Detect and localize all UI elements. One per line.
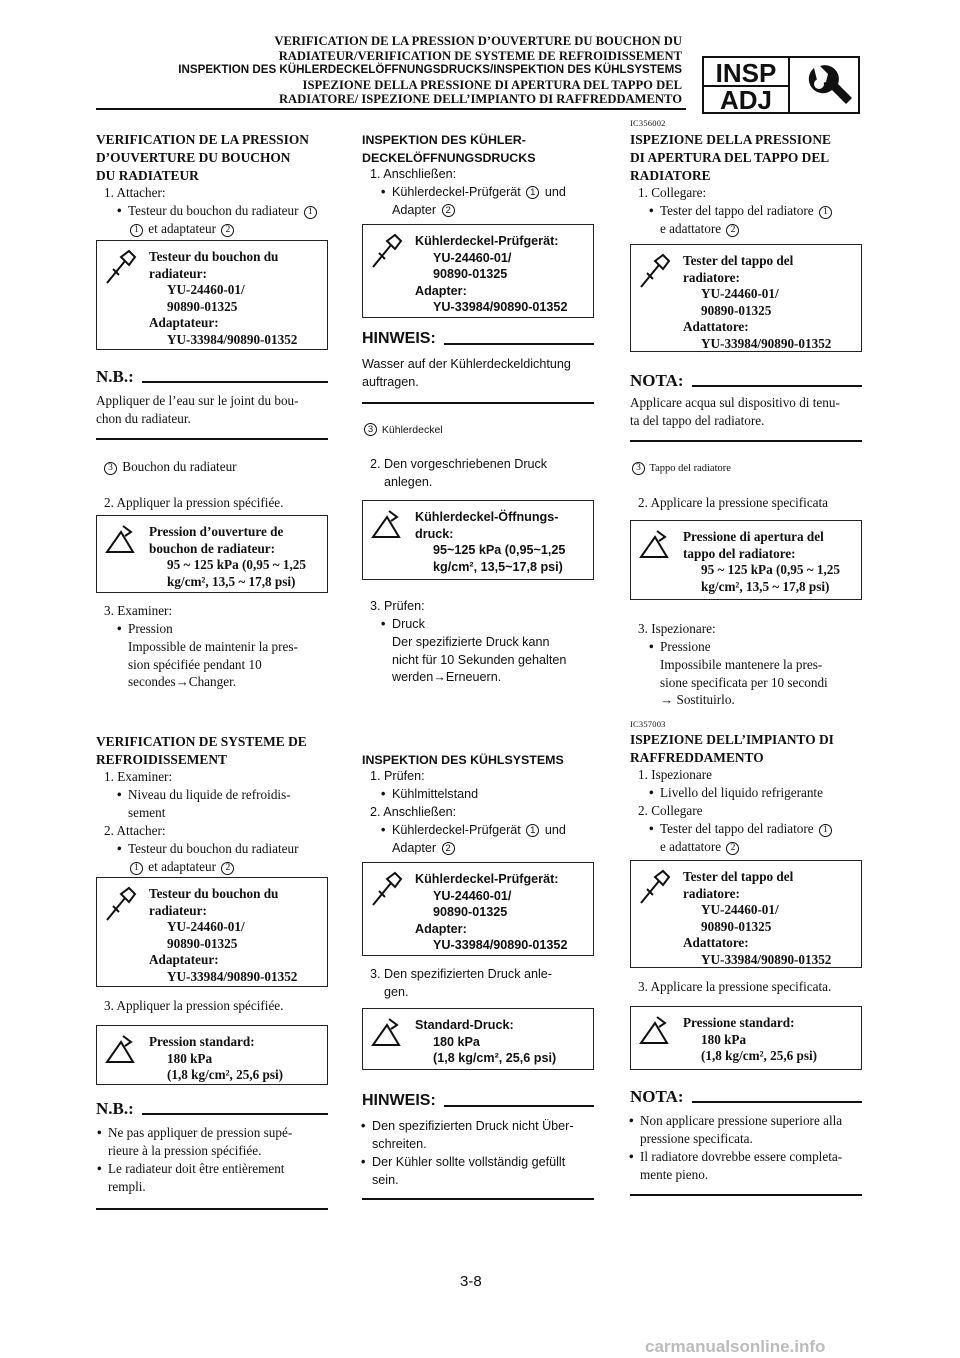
it-note-2: NOTA: (630, 1088, 862, 1110)
header-rule (96, 108, 686, 110)
fr-note-2-bullet-1: • Ne pas appliquer de pression supé- rieure à la pression spécifiée. (108, 1124, 328, 1159)
spec-icon (369, 1015, 405, 1055)
fr-step-2: 2. Appliquer la pression spécifiée. (104, 495, 284, 510)
it-legend-3: 3 Tappo del radiatore (630, 460, 731, 478)
it-note-1-text: Applicare acqua sul dispositivo di tenu- ta del tappo del radiatore. (630, 395, 840, 428)
header-line: VERIFICATION DE LA PRESSION D’OUVERTURE DU BOUCHON DU (274, 34, 682, 48)
header-line: RADIATEUR/VERIFICATION DE SYSTEME DE REFROIDISSEMENT (278, 48, 682, 63)
fr-heading-1: VERIFICATION DE LA PRESSION D’OUVERTURE DU BOUCHON DU RADIATEUR (96, 132, 309, 183)
de-step-1-bullet: • Kühlerdeckel-Prüfgerät 1 und (392, 184, 566, 202)
it-check-1: 1. Ispezionare (638, 767, 712, 782)
it-tool-box-1: Tester del tappo del radiatore: YU-24460-01/ 90890-01325 Adattatore: YU-33984/90890-01352 (630, 244, 862, 352)
fr-tool-box-1: Testeur du bouchon du radiateur: YU-24460-01/ 90890-01325 Adaptateur: YU-33984/90890-01352 (96, 240, 328, 350)
de-check-1-bullet: • Kühlmittelstand (392, 786, 478, 804)
fr-note-1: N.B.: (96, 368, 328, 390)
it-step-1-bullet: • Tester del tappo del radiatore 1 (660, 202, 834, 220)
it-step-2: 2. Applicare la pressione specificata (638, 495, 829, 510)
callout-2: 2 (221, 224, 234, 237)
de-check-2: 2. Anschließen: (370, 805, 457, 819)
it-step-1-line2: e adattatore 2 (660, 220, 741, 238)
de-note-2: HINWEIS: (362, 1092, 594, 1114)
it-spec-box-1: Pressione di apertura del tappo del radiatore: 95 ~ 125 kPa (0,95 ~ 1,25 kg/cm², 13,5 ~ 17,8 psi) (630, 520, 862, 600)
it-note-2-bullet-1: • Non applicare pressione superiore alla pressione specificata. (640, 1112, 862, 1147)
de-tool-box-1: Kühlerdeckel-Prüfgerät: YU-24460-01/ 90890-01325 Adapter: YU-33984/90890-01352 (362, 224, 594, 318)
fr-check-3: 3. Appliquer la pression spécifiée. (104, 998, 284, 1013)
de-note-2-bullet-2: • Der Kühler sollte vollständig gefüllt sein. (372, 1154, 594, 1189)
fr-check-1-bullet: • Niveau du liquide de refroidis- sement (128, 786, 291, 821)
header-line: INSPEKTION DES KÜHLERDECKELÖFFNUNGSDRUCKS/INSPEKTION DES KÜHLSYSTEMS (178, 63, 682, 76)
spec-icon (103, 522, 139, 562)
badge-adj: ADJ (719, 85, 772, 115)
de-step-1: 1. Anschließen: (370, 167, 457, 181)
header-line: RADIATORE/ ISPEZIONE DELL’IMPIANTO DI RAFFREDDAMENTO (278, 92, 682, 106)
de-check-2-line2: Adapter 2 (392, 840, 457, 858)
spec-icon (369, 507, 405, 547)
fr-step-3-bullet: • Pression (128, 620, 173, 638)
tool-icon (103, 247, 139, 287)
it-code-2: IC357003 (630, 719, 666, 729)
de-step-3-text: Der spezifizierte Druck kann nicht für 10 Sekunden gehalten werden→Erneuern. (392, 635, 567, 684)
de-note-1-text: Wasser auf der Kühlerdeckeldichtung auftragen. (362, 357, 571, 389)
de-check-1: 1. Prüfen: (370, 769, 425, 783)
fr-step-3: 3. Examiner: (104, 603, 173, 618)
de-check-3: 3. Den spezifizierten Druck anle- gen. (370, 967, 552, 999)
it-step-3-bullet: • Pressione (660, 638, 711, 656)
fr-step-1-bullet: • Testeur du bouchon du radiateur 1 (128, 202, 319, 220)
callout-1: 1 (130, 224, 143, 237)
fr-step-3-text: Impossible de maintenir la pres- sion spécifiée pendant 10 secondes→Changer. (128, 639, 298, 689)
fr-legend-3: 3 Bouchon du radiateur (102, 458, 237, 476)
fr-spec-box-1: Pression d’ouverture de bouchon de radiateur: 95 ~ 125 kPa (0,95 ~ 1,25 kg/cm², 13,5 ~ 17,8 psi) (96, 515, 328, 593)
fr-check-2-bullet: • Testeur du bouchon du radiateur (128, 840, 298, 858)
fr-note-2-bullet-2: • Le radiateur doit être entièrement rempli. (108, 1160, 328, 1195)
fr-step-1: 1. Attacher: (104, 185, 166, 200)
it-step-3-text: Impossibile mantenere la pres- sione specificata per 10 secondi → Sostituirlo. (660, 657, 828, 707)
watermark: carmanualsonline.info (645, 1337, 826, 1356)
it-check-3: 3. Applicare la pressione specificata. (638, 979, 832, 994)
it-code-1: IC356002 (630, 118, 666, 128)
wrench-icon (800, 62, 854, 110)
it-heading-2: ISPEZIONE DELL’IMPIANTO DI RAFFREDDAMENTO (630, 732, 834, 765)
it-note-1: NOTA: (630, 372, 862, 394)
tool-icon (103, 884, 139, 924)
it-step-1: 1. Collegare: (638, 185, 707, 200)
de-legend-3: 3 Kühlerdeckel (362, 422, 443, 440)
page-number: 3-8 (460, 1273, 482, 1290)
spec-icon (103, 1032, 139, 1072)
de-step-2: 2. Den vorgeschriebenen Druck anlegen. (370, 457, 548, 489)
fr-check-1: 1. Examiner: (104, 769, 173, 784)
spec-icon (637, 1013, 673, 1053)
badge-insp: INSP (715, 58, 777, 88)
de-note-2-bullet-1: • Den spezifizierten Druck nicht Über- schreiten. (372, 1118, 594, 1153)
fr-check-2-line2: 1 et adaptateur 2 (128, 858, 236, 876)
tool-icon (369, 231, 405, 271)
fr-heading-2: VERIFICATION DE SYSTEME DE REFROIDISSEMENT (96, 734, 307, 767)
de-spec-box-1: Kühlerdeckel-Öffnungs- druck: 95~125 kPa (0,95~1,25 kg/cm², 13,5~17,8 psi) (362, 500, 594, 580)
tool-icon (637, 867, 673, 907)
de-note-1: HINWEIS: (362, 330, 594, 352)
de-spec-box-2: Standard-Druck: 180 kPa (1,8 kg/cm², 25,6 psi) (362, 1008, 594, 1070)
de-step-3: 3. Prüfen: (370, 599, 425, 613)
de-heading-2: INSPEKTION DES KÜHLSYSTEMS (362, 753, 564, 767)
it-check-2-line2: e adattatore 2 (660, 838, 741, 856)
it-check-2: 2. Collegare (638, 803, 703, 818)
fr-note-2: N.B.: (96, 1100, 328, 1122)
fr-tool-box-2: Testeur du bouchon du radiateur: YU-24460-01/ 90890-01325 Adaptateur: YU-33984/90890-01352 (96, 877, 328, 987)
page-header (22, 34, 682, 107)
callout-1: 1 (304, 206, 317, 219)
it-tool-box-2: Tester del tappo del radiatore: YU-24460-01/ 90890-01325 Adattatore: YU-33984/90890-01352 (630, 860, 862, 968)
it-note-2-bullet-2: • Il radiatore dovrebbe essere completa- mente pieno. (640, 1148, 862, 1183)
fr-note-1-text: Appliquer de l’eau sur le joint du bou- chon du radiateur. (96, 393, 299, 426)
spec-icon (637, 527, 673, 567)
fr-spec-box-2: Pression standard: 180 kPa (1,8 kg/cm², 25,6 psi) (96, 1025, 328, 1085)
it-heading-1: ISPEZIONE DELLA PRESSIONE DI APERTURA DEL TAPPO DEL RADIATORE (630, 132, 831, 183)
de-step-1-line2: Adapter 2 (392, 202, 457, 220)
de-check-2-bullet: • Kühlerdeckel-Prüfgerät 1 und (392, 822, 566, 840)
it-spec-box-2: Pressione standard: 180 kPa (1,8 kg/cm², 25,6 psi) (630, 1006, 862, 1070)
de-step-3-bullet: • Druck (392, 616, 425, 634)
tool-icon (369, 869, 405, 909)
de-tool-box-2: Kühlerdeckel-Prüfgerät: YU-24460-01/ 90890-01325 Adapter: YU-33984/90890-01352 (362, 862, 594, 956)
it-step-3: 3. Ispezionare: (638, 621, 716, 636)
it-check-2-bullet: • Tester del tappo del radiatore 1 (660, 820, 834, 838)
header-line: ISPEZIONE DELLA PRESSIONE DI APERTURA DEL TAPPO DEL (302, 77, 682, 92)
fr-step-1-line2: 1 et adaptateur 2 (128, 220, 236, 238)
fr-check-2: 2. Attacher: (104, 823, 166, 838)
tool-icon (637, 251, 673, 291)
it-check-1-bullet: • Livello del liquido refrigerante (660, 784, 823, 802)
de-heading-1: INSPEKTION DES KÜHLER- DECKELÖFFNUNGSDRUCKS (362, 133, 536, 165)
section-badge (702, 56, 860, 114)
